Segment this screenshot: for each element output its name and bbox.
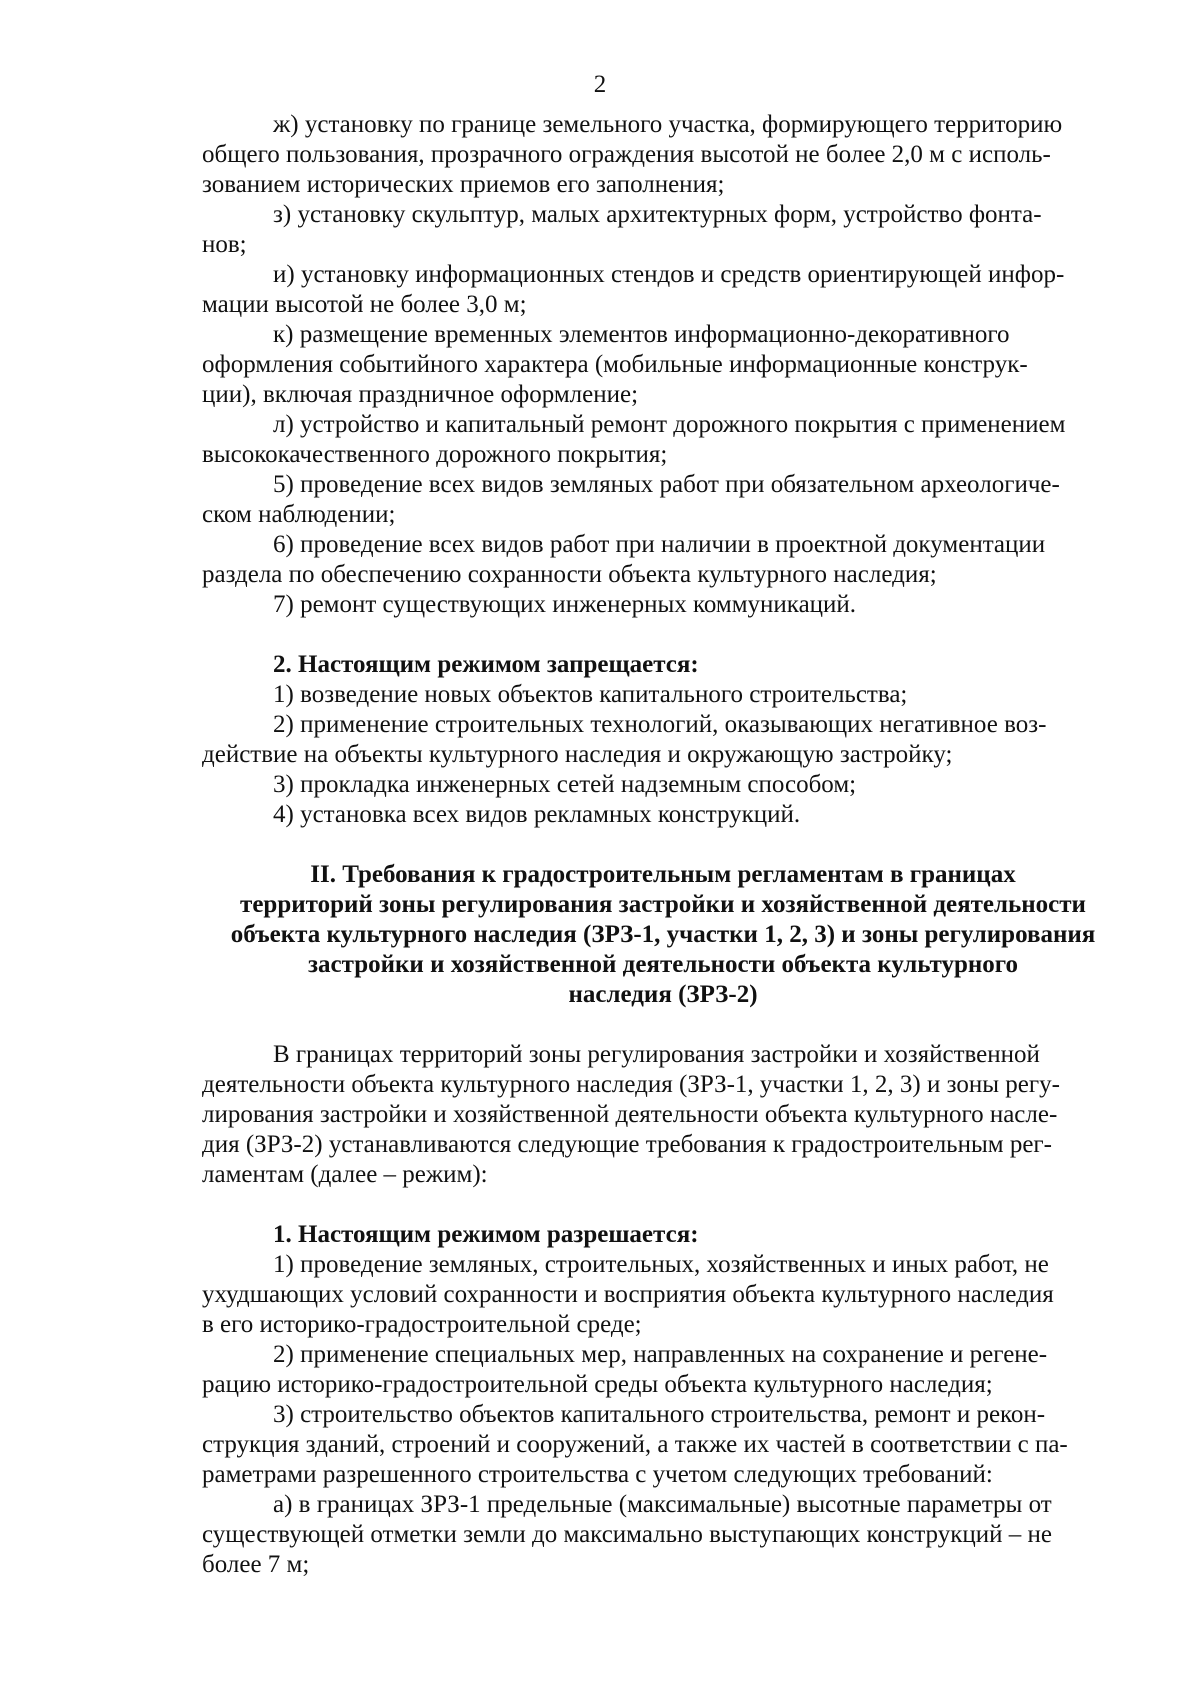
paragraph-i: и) установку информационных стендов и средств ориентирующей инфор- мации высотой не более 3,0 м; <box>202 261 1065 318</box>
prohibited-item-4: 4) установка всех видов рекламных конструкций. <box>273 801 801 828</box>
allowed-item-2: 2) применение специальных мер, направленных на сохранение и регене- рацию историко-градостроительной среды объекта культурного наследия; <box>202 1341 1048 1398</box>
paragraph-zh: ж) установку по границе земельного участка, формирующего территорию общего пользования, прозрачного ограждения высотой не более 2,0 м с исполь- зованием исторических приемов его заполнения; <box>202 111 1063 198</box>
prohibited-item-1: 1) возведение новых объектов капитального строительства; <box>273 681 908 708</box>
allowed-heading: 1. Настоящим режимом разрешается: <box>273 1221 699 1248</box>
paragraph-k: к) размещение временных элементов информационно-декоративного оформления событийного характера (мобильные информационные конструк- ции), включая праздничное оформление; <box>202 321 1028 408</box>
paragraph-z: з) установку скульптур, малых архитектурных форм, устройство фонта- нов; <box>202 201 1042 258</box>
paragraph-6: 6) проведение всех видов работ при наличии в проектной документации раздела по обеспечению сохранности объекта культурного наследия; <box>202 531 1046 588</box>
paragraph-5: 5) проведение всех видов земляных работ при обязательном археологиче- ском наблюдении; <box>202 471 1060 528</box>
prohibited-heading: 2. Настоящим режимом запрещается: <box>273 651 699 678</box>
page-number: 2 <box>593 71 607 98</box>
section-ii-title: II. Требования к градостроительным регламентам в границах территорий зоны регулирования застройки и хозяйственной деятельности объекта культурного наследия (ЗРЗ-1, участки 1, 2, 3) и зоны регулирования застройки и хозяйственной деятельности объекта культурного наследия (ЗРЗ-2) <box>230 861 1096 1008</box>
allowed-item-3: 3) строительство объектов капитального строительства, ремонт и рекон- струкция зданий, строений и сооружений, а также их частей в соответствии с па- раметрами разрешенного строительства с учетом следующих требований: <box>202 1401 1068 1488</box>
prohibited-item-2: 2) применение строительных технологий, оказывающих негативное воз- действие на объекты культурного наследия и окружающую застройку; <box>202 711 1047 768</box>
paragraph-l: л) устройство и капитальный ремонт дорожного покрытия с применением высококачественного дорожного покрытия; <box>202 411 1066 468</box>
allowed-item-a: а) в границах ЗРЗ-1 предельные (максимальные) высотные параметры от существующей отметки земли до максимально выступающих конструкций – не более 7 м; <box>202 1491 1052 1578</box>
allowed-item-1: 1) проведение земляных, строительных, хозяйственных и иных работ, не ухудшающих условий сохранности и восприятия объекта культурного наследия в его историко-градостроительной среде; <box>202 1251 1054 1338</box>
document-body <box>202 110 1124 1580</box>
prohibited-item-3: 3) прокладка инженерных сетей надземным способом; <box>273 771 857 798</box>
section-ii-intro: В границах территорий зоны регулирования застройки и хозяйственной деятельности объекта культурного наследия (ЗРЗ-1, участки 1, 2, 3) и зоны регу- лирования застройки и хозяйственной деятельности объекта культурного насле- дия (ЗРЗ-2) устанавливаются следующие требования к градостроительным рег- ламентам (далее – режим): <box>202 1041 1060 1188</box>
paragraph-7: 7) ремонт существующих инженерных коммуникаций. <box>273 591 857 618</box>
